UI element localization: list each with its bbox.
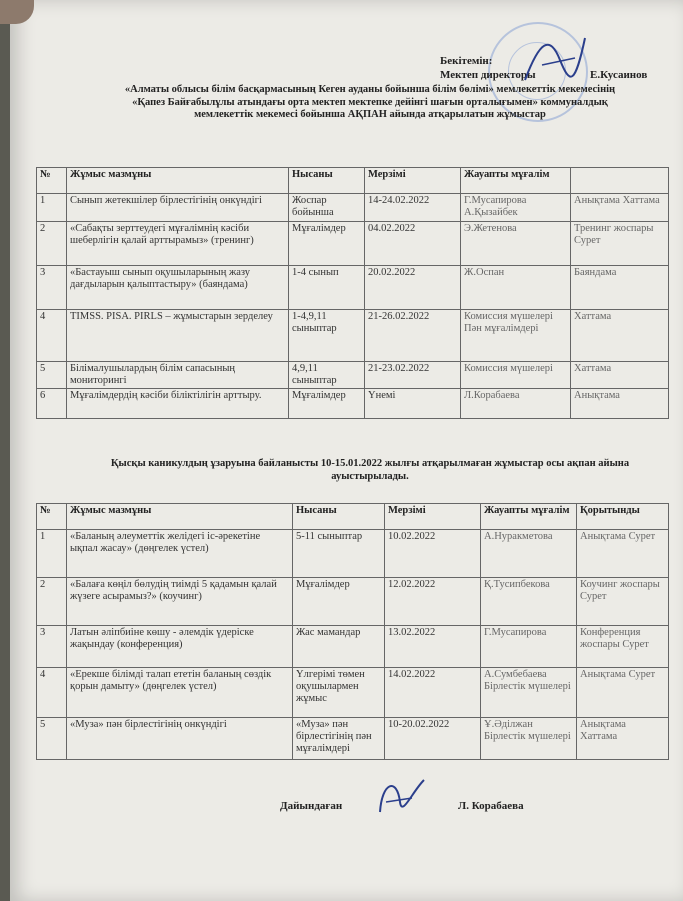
col-number: № bbox=[37, 504, 67, 530]
row-number: 2 bbox=[37, 578, 67, 626]
row-form: «Муза» пән бірлестігінің пән мұғалімдері bbox=[293, 718, 385, 760]
row-content: «Муза» пән бірлестігінің онкүндігі bbox=[67, 718, 293, 760]
row-content: «Баланың әлеуметтік желідегі іс-әрекетіне ықпал жасау» (дөңгелек үстел) bbox=[67, 530, 293, 578]
row-number: 3 bbox=[37, 266, 67, 310]
director-signature bbox=[520, 30, 590, 90]
row-result: Коучинг жоспары Сурет bbox=[577, 578, 669, 626]
row-result: Анықтама Сурет bbox=[577, 668, 669, 718]
table-row bbox=[37, 194, 669, 222]
row-date: 10-20.02.2022 bbox=[385, 718, 481, 760]
row-form: Үлгерімі төмен оқушылармен жұмыс bbox=[293, 668, 385, 718]
col-date: Мерзімі bbox=[385, 504, 481, 530]
table-header-row bbox=[37, 168, 669, 194]
row-date: 10.02.2022 bbox=[385, 530, 481, 578]
document-page bbox=[10, 0, 683, 901]
row-form: Жоспар бойынша bbox=[289, 194, 365, 222]
director-name: Е.Кусаинов bbox=[590, 69, 648, 81]
preparer-signature bbox=[372, 772, 432, 822]
document-title: «Алматы облысы білім басқармасының Кеген ауданы бойынша білім бөлімі» мемлекеттік мекемесінің «Қапез Байғабылұлы атындағы орта мектеп мектепке дейінгі шағын орталығымен» коммуналдық мемлекеттік мекемесі бойынша АҚПАН айында атқарылатын жұмыстар bbox=[124, 84, 616, 120]
table-row bbox=[37, 222, 669, 266]
row-result: Баяндама bbox=[571, 266, 669, 310]
row-number: 5 bbox=[37, 362, 67, 389]
col-result: Қорытынды bbox=[577, 504, 669, 530]
row-date: 21-26.02.2022 bbox=[365, 310, 461, 362]
col-form: Нысаны bbox=[293, 504, 385, 530]
row-content: Білімалушылардың білім сапасының мониторингі bbox=[67, 362, 289, 389]
row-responsible: Комиссия мүшелері bbox=[461, 362, 571, 389]
plan-table-february bbox=[36, 167, 669, 419]
col-number: № bbox=[37, 168, 67, 194]
plan-table-transferred bbox=[36, 503, 669, 760]
row-date: 13.02.2022 bbox=[385, 626, 481, 668]
row-date: Үнемі bbox=[365, 389, 461, 419]
table-header-row bbox=[37, 504, 669, 530]
row-form: 1-4 сынып bbox=[289, 266, 365, 310]
prepared-by-label: Дайындаған bbox=[280, 800, 343, 812]
row-result: Анықтама Сурет bbox=[577, 530, 669, 578]
row-responsible: Г.Мусапирова bbox=[481, 626, 577, 668]
row-content: «Балаға көңіл бөлудің тиімді 5 қадамын қалай жүзеге асырамыз?» (коучинг) bbox=[67, 578, 293, 626]
table-row bbox=[37, 578, 669, 626]
row-number: 1 bbox=[37, 530, 67, 578]
row-responsible: Ұ.Әділжан Бірлестік мүшелері bbox=[481, 718, 577, 760]
row-content: «Бастауыш сынып оқушыларының жазу дағдыларын қалыптастыру» (баяндама) bbox=[67, 266, 289, 310]
approval-label: Бекітемін: bbox=[440, 55, 493, 67]
row-date: 21-23.02.2022 bbox=[365, 362, 461, 389]
row-responsible: А.Нуракметова bbox=[481, 530, 577, 578]
row-content: «Ерекше білімді талап ететін баланың сөздік қорын дамыту» (дөңгелек үстел) bbox=[67, 668, 293, 718]
row-result: Хаттама bbox=[571, 362, 669, 389]
row-content: Латын әліпбиіне көшу - әлемдік үдеріске жақындау (конференция) bbox=[67, 626, 293, 668]
row-number: 5 bbox=[37, 718, 67, 760]
row-date: 14.02.2022 bbox=[385, 668, 481, 718]
row-responsible: Комиссия мүшелері Пән мұғалімдері bbox=[461, 310, 571, 362]
row-responsible: Л.Корабаева bbox=[461, 389, 571, 419]
row-responsible: Қ.Тусипбекова bbox=[481, 578, 577, 626]
row-result: Хаттама bbox=[571, 310, 669, 362]
row-date: 12.02.2022 bbox=[385, 578, 481, 626]
col-content: Жұмыс мазмұны bbox=[67, 168, 289, 194]
col-responsible: Жауапты мұғалім bbox=[461, 168, 571, 194]
table-row bbox=[37, 266, 669, 310]
table-row bbox=[37, 389, 669, 419]
col-form: Нысаны bbox=[289, 168, 365, 194]
row-number: 4 bbox=[37, 668, 67, 718]
row-number: 3 bbox=[37, 626, 67, 668]
row-form: Мұғалімдер bbox=[293, 578, 385, 626]
prepared-by-name: Л. Корабаева bbox=[458, 800, 524, 812]
row-form: Мұғалімдер bbox=[289, 389, 365, 419]
col-content: Жұмыс мазмұны bbox=[67, 504, 293, 530]
table-row bbox=[37, 668, 669, 718]
director-label: Мектеп директоры bbox=[440, 69, 536, 81]
row-result: Анықтама Хаттама bbox=[571, 194, 669, 222]
row-form: 1-4,9,11 сыныптар bbox=[289, 310, 365, 362]
row-result: Анықтама Хаттама bbox=[577, 718, 669, 760]
transfer-notice: Қысқы каникулдың ұзаруына байланысты 10-15.01.2022 жылғы атқарылмаған жұмыстар осы ақпан айына ауыстырылады. bbox=[110, 458, 630, 482]
row-content: Сынып жетекшілер бірлестігінің онкүндігі bbox=[67, 194, 289, 222]
row-responsible: Ж.Оспан bbox=[461, 266, 571, 310]
row-result: Анықтама bbox=[571, 389, 669, 419]
row-responsible: Э.Жетенова bbox=[461, 222, 571, 266]
row-responsible: Г.Мусапирова А.Қызайбек bbox=[461, 194, 571, 222]
table-row bbox=[37, 310, 669, 362]
row-result: Тренинг жоспары Сурет bbox=[571, 222, 669, 266]
row-content: TIMSS. PISA. PIRLS – жұмыстарын зерделеу bbox=[67, 310, 289, 362]
row-responsible: А.Сумбебаева Бірлестік мүшелері bbox=[481, 668, 577, 718]
table-row bbox=[37, 530, 669, 578]
row-number: 4 bbox=[37, 310, 67, 362]
row-date: 20.02.2022 bbox=[365, 266, 461, 310]
table-row bbox=[37, 362, 669, 389]
row-form: Мұғалімдер bbox=[289, 222, 365, 266]
row-date: 14-24.02.2022 bbox=[365, 194, 461, 222]
row-form: Жас мамандар bbox=[293, 626, 385, 668]
row-form: 4,9,11 сыныптар bbox=[289, 362, 365, 389]
row-number: 6 bbox=[37, 389, 67, 419]
row-content: «Сабақты зерттеудегі мұғалімнің кәсіби шеберлігін қалай арттырамыз» (тренинг) bbox=[67, 222, 289, 266]
table-row bbox=[37, 626, 669, 668]
col-responsible: Жауапты мұғалім bbox=[481, 504, 577, 530]
row-form: 5-11 сыныптар bbox=[293, 530, 385, 578]
row-result: Конференция жоспары Сурет bbox=[577, 626, 669, 668]
col-date: Мерзімі bbox=[365, 168, 461, 194]
table-row bbox=[37, 718, 669, 760]
col-result bbox=[571, 168, 669, 194]
row-content: Мұғалімдердің кәсіби біліктілігін арттыру. bbox=[67, 389, 289, 419]
row-number: 1 bbox=[37, 194, 67, 222]
row-date: 04.02.2022 bbox=[365, 222, 461, 266]
row-number: 2 bbox=[37, 222, 67, 266]
